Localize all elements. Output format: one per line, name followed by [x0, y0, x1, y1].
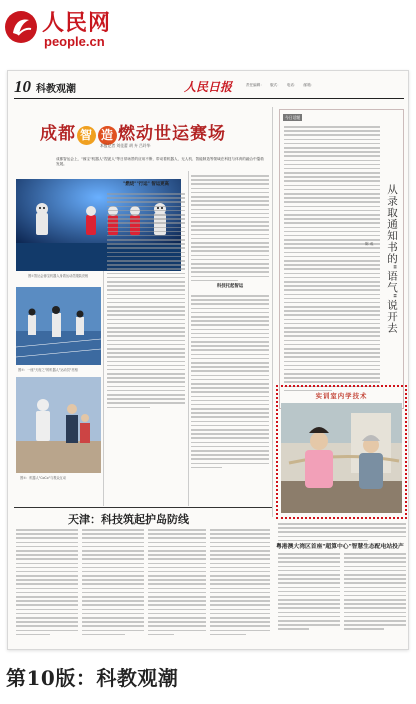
commentary-body-text	[284, 126, 380, 394]
logo-chinese[interactable]: 人民网	[42, 10, 112, 36]
commentary-title: 从录取通知书的"语气"说开去	[386, 184, 398, 334]
article-subtitle: 粤港澳大湾区首座"超算中心"智慧生态配电站投产	[276, 544, 404, 550]
article-body-text	[107, 193, 185, 411]
paper-name: 人民日报	[184, 80, 233, 94]
masthead-meta: 责任编辑： 版式： 电话： 邮箱：	[246, 83, 315, 87]
highlight-box-heading: 实训室内学技术	[315, 392, 368, 400]
photo-caption: 图②：一座"天府之"的机器人"运动员"亮相	[18, 368, 78, 372]
article-body-text	[191, 175, 269, 284]
article-body-text	[278, 553, 340, 633]
photo-caption: 图③：机器人"CoCo"与观众互动	[20, 476, 67, 480]
page-section-name: 科教观潮	[36, 84, 76, 95]
newspaper-page	[7, 70, 409, 650]
commentary-author: 陈 成	[365, 242, 374, 246]
column-rule	[272, 107, 273, 517]
site-header	[0, 0, 416, 54]
article-body-text	[191, 295, 269, 471]
photo-caption: 图①智运会蓉宝机器人身着运动员服装亮相	[28, 274, 89, 278]
article-body-text	[82, 529, 144, 638]
people-logo-icon[interactable]	[4, 10, 38, 44]
column-rule	[103, 241, 104, 506]
feature-photo-robot-runners	[16, 287, 101, 365]
commentary-label: 今日话题	[285, 114, 301, 120]
article-body-text	[344, 553, 406, 633]
section-divider	[14, 507, 272, 508]
feature-lead: 成都智运会上，"蓉宝"机器人"捏泥人"等日常场景的应用不断，带动着机器人、无人机、智能制造等领域在科技与体育的融合中蓬勃发展。	[56, 157, 264, 167]
feature-byline: 本报记者 刘佳蕾 胡 卉 吕玲华	[100, 143, 151, 148]
section-heading: 科技托起智运	[216, 284, 244, 289]
page-masthead	[14, 77, 404, 99]
feature-title: 成都 智 造 燃动世运赛场	[40, 124, 226, 144]
column-rule	[188, 171, 189, 506]
feature-photo-robot-interaction	[16, 377, 101, 473]
logo-domain[interactable]: people.cn	[44, 34, 105, 49]
title-badge: 智	[77, 126, 96, 145]
tianjin-article-title: 天津：科技筑起护岛防线	[68, 513, 189, 526]
highlight-photo-box[interactable]	[276, 385, 407, 519]
commentary-column	[279, 109, 404, 409]
article-body-text	[210, 529, 270, 638]
page-number: 10	[14, 77, 31, 96]
section-heading: "燃烧""行运" 智运更高	[123, 182, 169, 187]
article-body-text	[148, 529, 206, 638]
title-badge: 造	[98, 126, 117, 145]
page-caption: 第10版：科教观潮	[6, 666, 179, 690]
article-body-text	[16, 529, 78, 638]
training-room-photo	[281, 403, 402, 513]
